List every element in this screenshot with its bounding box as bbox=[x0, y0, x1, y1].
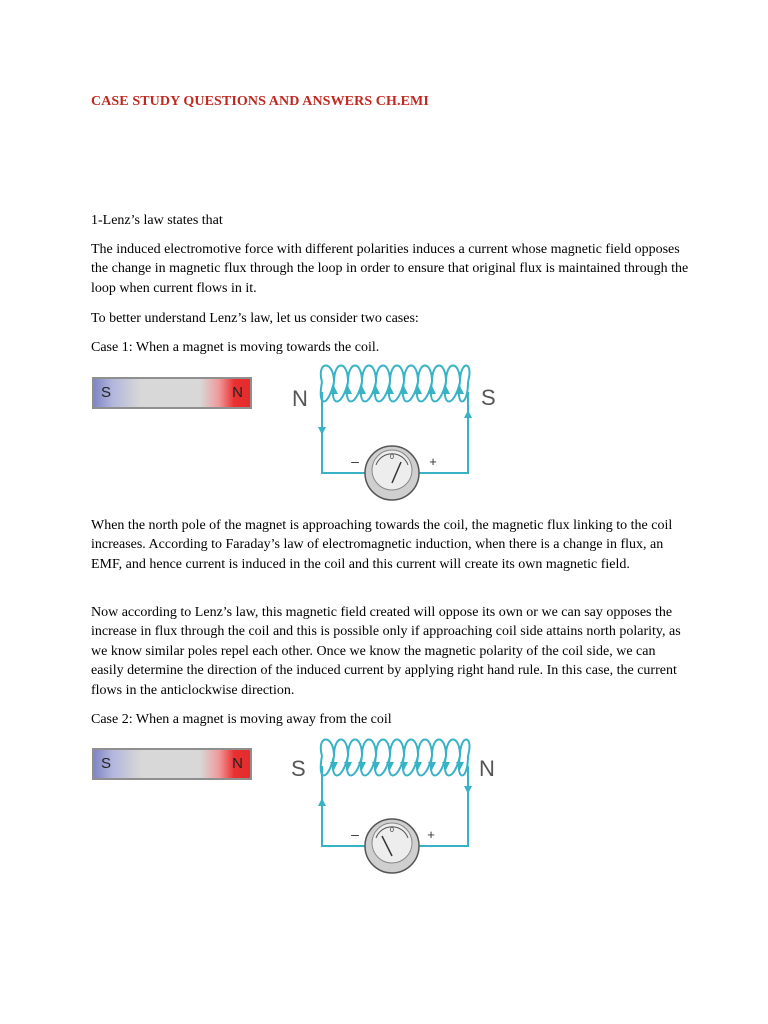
coil-circuit-diagram bbox=[285, 362, 505, 504]
current-arrows-reversed bbox=[318, 762, 472, 806]
case-1-lenz-explanation: Now according to Lenz’s law, this magnetic field created will oppose its own or we can say opposes the increase in flux through the coil and this is possible only if approaching coil side attains north polarity, as we know similar poles repel each other. Once we know the magnetic polarity of the coil side, we can easily determine the direction of the induced current by applying right hand rule. In this case, the current flows in the anticlockwise direction. bbox=[91, 605, 681, 698]
meter-minus-label: – bbox=[351, 826, 359, 842]
coil-left-pole-label: N bbox=[292, 386, 308, 411]
meter-minus-label: – bbox=[351, 453, 359, 469]
meter-plus-label: + bbox=[427, 827, 435, 842]
magnet-south-pole-label: S bbox=[101, 755, 112, 772]
document-title: CASE STUDY QUESTIONS AND ANSWERS CH.EMI bbox=[91, 94, 429, 109]
galvanometer bbox=[365, 819, 419, 873]
current-arrows bbox=[318, 386, 472, 435]
right-wire bbox=[418, 392, 468, 473]
bar-magnet bbox=[92, 377, 252, 409]
meter-zero-label: 0 bbox=[390, 454, 394, 461]
coil-top bbox=[321, 366, 470, 383]
coil-left-pole-label: S bbox=[291, 756, 306, 781]
up-arrow-right bbox=[464, 410, 472, 418]
case-2-heading: Case 2: When a magnet is moving away from the coil bbox=[91, 712, 392, 727]
magnet-north-pole-label: N bbox=[232, 384, 243, 401]
coil-right-pole-label: N bbox=[479, 756, 495, 781]
bar-magnet-2 bbox=[92, 748, 252, 780]
case-1-heading: Case 1: When a magnet is moving towards the coil. bbox=[91, 340, 380, 355]
case-1-explanation: When the north pole of the magnet is approaching towards the coil, the magnetic flux linking to the coil increases. According to Faraday’s law of electromagnetic induction, when there is a change in flux, an EMF, and hence current is induced in the coil and this current will create its own magnetic field. bbox=[91, 518, 673, 572]
coil-right-pole-label: S bbox=[481, 385, 496, 410]
magnet-south-pole-label: S bbox=[101, 384, 112, 401]
meter-zero-label: 0 bbox=[390, 827, 394, 834]
meter-plus-label: + bbox=[429, 454, 437, 469]
galvanometer bbox=[365, 446, 419, 500]
magnet-north-pole-label: N bbox=[232, 755, 243, 772]
coil-circuit-diagram-2 bbox=[285, 736, 505, 876]
intro-paragraph: To better understand Lenz’s law, let us consider two cases: bbox=[91, 311, 419, 326]
lenz-law-definition: The induced electromotive force with different polarities induces a current whose magnetic field opposes the change in magnetic flux through the loop in order to ensure that original flux is maintained through the loop when current flows in it. bbox=[91, 242, 689, 296]
question-1-heading: 1-Lenz’s law states that bbox=[91, 213, 223, 228]
down-arrow-left bbox=[318, 427, 326, 435]
